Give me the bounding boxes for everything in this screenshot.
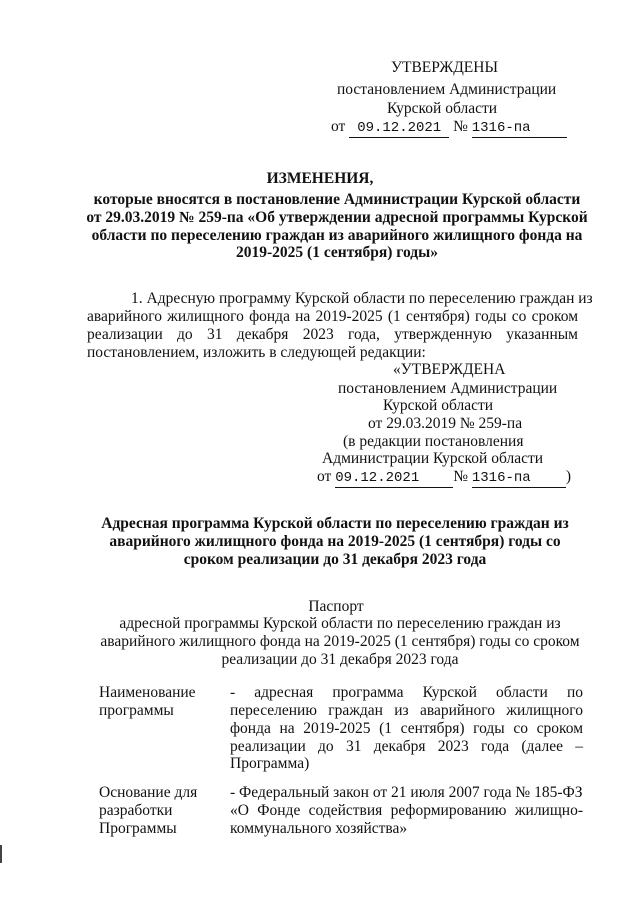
row-1-value-line-3: фонда на 2019-2025 (1 сентября) годы со сроком: [230, 720, 583, 737]
row-1-value-line-1: - адресная программа Курской области по: [230, 684, 583, 701]
changes-line-4: 2019-2025 (1 сентября) годы»: [236, 244, 438, 261]
approval2-line-2: Курской области: [383, 397, 494, 414]
approval-line-2: Курской области: [387, 100, 498, 117]
approval2-date-line: [317, 468, 571, 488]
row-1-value-line-2: переселению граждан из аварийного жилищного: [230, 702, 583, 719]
passport-title: Паспорт: [308, 598, 364, 615]
approval2-line-1: постановлением Администрации: [338, 380, 558, 397]
program-title-line-3: сроком реализации до 31 декабря 2023 года: [183, 551, 487, 568]
passport-line-1: адресной программы Курской области по переселению граждан из: [119, 615, 561, 632]
row-2-value-line-3: коммунального хозяйства»: [230, 820, 408, 837]
approval2-line-4: (в редакции постановления: [343, 433, 524, 450]
changes-title: ИЗМЕНЕНИЯ,: [266, 170, 374, 187]
row-2-value-line-2: «О Фонде содействия реформированию жилищно-: [230, 802, 583, 819]
row-2-label-line-1: Основание для: [99, 784, 198, 801]
row-1-label-line-2: программы: [99, 702, 174, 719]
changes-line-1: которые вносятся в постановление Администрации Курской области: [93, 191, 581, 208]
row-2-label-line-2: разработки: [99, 802, 173, 819]
paragraph-1-line-2: аварийного жилищного фонда на 2019-2025 (1 сентября) годы со сроком: [87, 308, 578, 325]
passport-line-3: реализации до 31 декабря 2023 года: [221, 651, 459, 668]
program-title-line-2: аварийного жилищного фонда на 2019-2025 (1 сентября) годы со: [109, 533, 561, 550]
changes-line-3: области по переселению граждан из аварийного жилищного фонда на: [91, 227, 583, 244]
approval-title: УТВЕРЖДЕНЫ: [391, 59, 498, 76]
program-title-line-1: Адресная программа Курской области по переселению граждан из: [101, 515, 569, 532]
row-1-value-line-4: реализации до 31 декабря 2023 года (далее –: [230, 738, 583, 755]
row-2-label-line-3: Программы: [99, 820, 177, 837]
row-2-value-line-1: - Федеральный закон от 21 июля 2007 года № 185-ФЗ: [230, 784, 583, 801]
changes-line-2: от 29.03.2019 № 259-па «Об утверждении адресной программы Курской: [86, 209, 588, 226]
approval2-number-prefix: №: [453, 468, 468, 485]
approval2-title: «УТВЕРЖДЕНА: [393, 361, 506, 378]
approval2-line-5: Администрации Курской области: [322, 450, 544, 467]
passport-line-2: аварийного жилищного фонда на 2019-2025 (1 сентября) годы со сроком: [100, 633, 580, 650]
approval2-date: 09.12.2021: [335, 470, 453, 488]
approval-number-prefix: №: [453, 118, 468, 135]
approval-date-line: [331, 118, 567, 138]
paragraph-1-line-3: реализации до 31 декабря 2023 года, утвержденную указанным: [87, 326, 578, 343]
scan-edge-mark: [0, 845, 2, 863]
approval-number: 1316-па: [472, 120, 567, 138]
approval2-date-prefix: от: [317, 468, 332, 485]
row-1-label-line-1: Наименование: [99, 684, 196, 701]
approval2-line-3: от 29.03.2019 № 259-па: [368, 415, 523, 432]
paragraph-1-line-1: 1. Адресную программу Курской области по переселению граждан из: [131, 290, 593, 307]
approval-date: 09.12.2021: [349, 120, 449, 138]
approval-date-prefix: от: [331, 118, 346, 135]
approval-line-1: постановлением Администрации: [337, 81, 557, 98]
paragraph-1-line-4: постановлением, изложить в следующей редакции:: [87, 344, 426, 361]
row-1-value-line-5: Программа): [230, 755, 310, 772]
approval2-number: 1316-па: [472, 470, 566, 488]
approval2-closing: ): [565, 468, 572, 485]
